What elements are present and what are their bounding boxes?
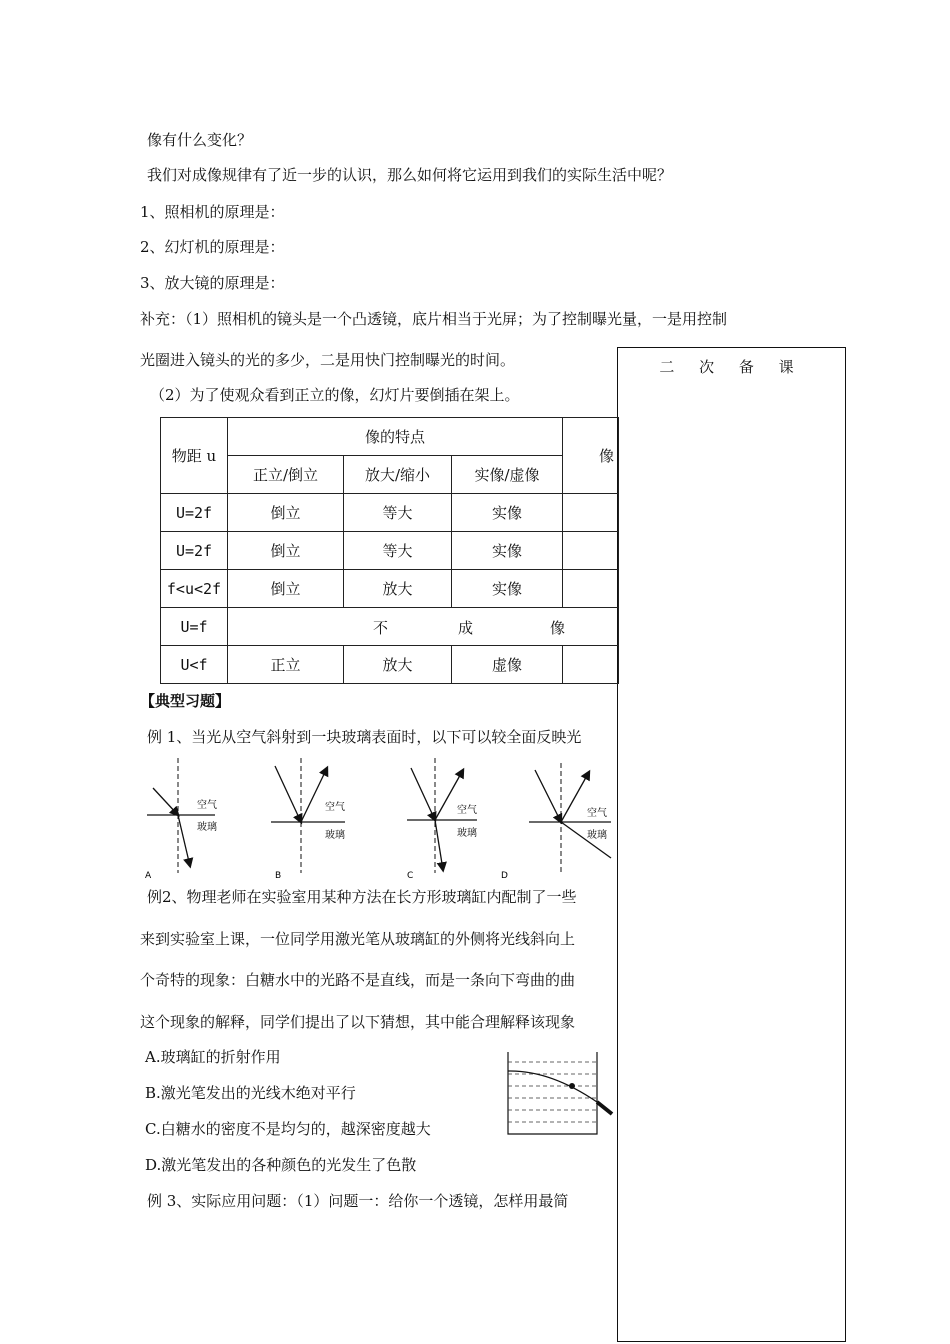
label-glass: 玻璃 — [197, 822, 217, 833]
label-a: A — [145, 871, 152, 878]
label-glass: 玻璃 — [587, 830, 607, 841]
label-glass: 玻璃 — [457, 828, 477, 839]
cell-type: 实像 — [452, 570, 563, 608]
cell-size: 等大 — [344, 494, 452, 532]
cell-orientation: 倒立 — [228, 532, 344, 570]
option-d: D.激光笔发出的各种颜色的光发生了色散 — [145, 1156, 417, 1174]
diagram-c — [407, 758, 477, 878]
word-no: 不 — [373, 619, 389, 637]
text-item2: 2、幻灯机的原理是： — [140, 238, 285, 256]
text-ex2-l1: 例2、物理老师在实验室用某种方法在长方形玻璃缸内配制了一些 — [147, 888, 577, 906]
header-image: 像 — [563, 418, 619, 494]
sidebox-title: 二 次 备 课 — [659, 358, 804, 376]
header-image-features: 像的特点 — [228, 418, 563, 456]
label-air: 空气 — [587, 808, 607, 819]
cell-u: U=2f — [161, 532, 228, 570]
text-item1: 1、照相机的原理是： — [140, 203, 285, 221]
cell-u: U=2f — [161, 494, 228, 532]
label-c: C — [407, 871, 414, 878]
table-row — [161, 608, 619, 646]
cell-type: 实像 — [452, 532, 563, 570]
cell-extra — [563, 494, 619, 532]
section-title: 【典型习题】 — [140, 692, 231, 710]
cell-extra — [563, 646, 619, 684]
cell-size: 放大 — [344, 646, 452, 684]
text-q-change: 像有什么变化？ — [147, 131, 253, 149]
label-air: 空气 — [197, 800, 217, 811]
subheader-size: 放大/缩小 — [344, 456, 452, 494]
text-ex2-l2: 来到实验室上课，一位同学用激光笔从玻璃缸的外侧将光线斜向上 — [140, 930, 576, 948]
table-row — [161, 646, 619, 684]
text-supp1: 补充：（1）照相机的镜头是一个凸透镜，底片相当于光屏；为了控制曝光量，一是用控制 — [140, 310, 728, 328]
cell-u: U=f — [161, 608, 228, 646]
header-object-distance: 物距 u — [161, 418, 228, 494]
text-supp2: （2）为了使观众看到正立的像，幻灯片要倒插在架上。 — [150, 386, 520, 404]
sugar-water-tank — [505, 1050, 615, 1140]
cell-orientation: 倒立 — [228, 494, 344, 532]
cell-u: U<f — [161, 646, 228, 684]
text-ex1: 例 1、当光从空气斜射到一块玻璃表面时，以下可以较全面反映光 — [147, 728, 582, 746]
cell-orientation: 正立 — [228, 646, 344, 684]
text-intro: 我们对成像规律有了近一步的认识，那么如何将它运用到我们的实际生活中呢？ — [147, 166, 673, 184]
cell-type: 实像 — [452, 494, 563, 532]
label-glass: 玻璃 — [325, 830, 345, 841]
option-c: C.白糖水的密度不是均匀的，越深密度越大 — [145, 1120, 431, 1138]
table-row — [161, 494, 619, 532]
table-row — [161, 570, 619, 608]
label-b: B — [275, 871, 282, 878]
subheader-orientation: 正立/倒立 — [228, 456, 344, 494]
text-ex2-l3: 个奇特的现象：白糖水中的光路不是直线，而是一条向下弯曲的曲 — [140, 971, 576, 989]
diagram-d — [501, 763, 611, 878]
refraction-diagrams — [145, 758, 615, 878]
image-rule-table — [160, 417, 619, 684]
text-ex2-l4: 这个现象的解释，同学们提出了以下猜想，其中能合理解释该现象 — [140, 1013, 576, 1031]
word-image: 像 — [550, 619, 566, 637]
cell-extra — [563, 570, 619, 608]
text-item3: 3、放大镜的原理是： — [140, 274, 285, 292]
cell-type: 虚像 — [452, 646, 563, 684]
label-air: 空气 — [457, 805, 477, 816]
second-lesson-prep-box — [617, 347, 846, 1342]
cell-u: f<u<2f — [161, 570, 228, 608]
cell-size: 等大 — [344, 532, 452, 570]
diagram-a — [145, 758, 217, 878]
subheader-type: 实像/虚像 — [452, 456, 563, 494]
text-ex3: 例 3、实际应用问题：（1）问题一：给你一个透镜，怎样用最简 — [147, 1192, 569, 1210]
word-form: 成 — [458, 619, 474, 637]
diagram-b — [271, 758, 345, 878]
label-d: D — [501, 871, 508, 878]
cell-orientation: 倒立 — [228, 570, 344, 608]
option-b: B.激光笔发出的光线木绝对平行 — [145, 1084, 356, 1102]
cell-no-image — [228, 608, 619, 646]
cell-extra — [563, 532, 619, 570]
option-a: A.玻璃缸的折射作用 — [145, 1048, 281, 1066]
text-supp1b: 光圈进入镜头的光的多少，二是用快门控制曝光的时间。 — [140, 351, 516, 369]
table-row — [161, 532, 619, 570]
label-air: 空气 — [325, 802, 345, 813]
cell-size: 放大 — [344, 570, 452, 608]
